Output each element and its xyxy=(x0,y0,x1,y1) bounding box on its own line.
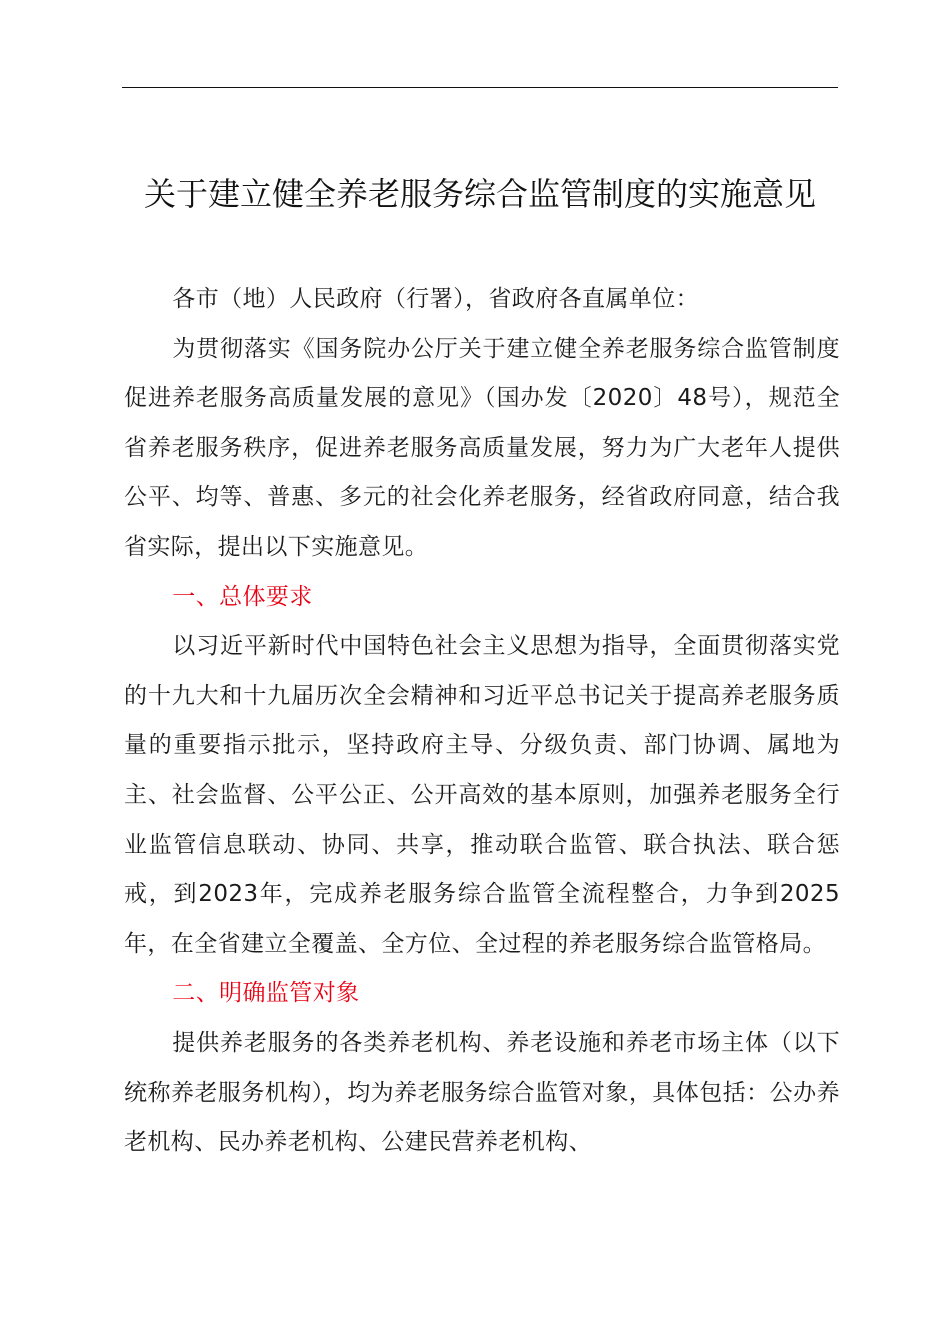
salutation: 各市（地）人民政府（行署），省政府各直属单位： xyxy=(172,286,699,312)
header-rule xyxy=(122,87,838,88)
intro-paragraph: 为贯彻落实《国务院办公厅关于建立健全养老服务综合监管制度促进养老服务高质量发展的意见》（国办发〔2020〕48号），规范全省养老服务秩序，促进养老服务高质量发展，努力为广大老年人提供公平、均等、普惠、多元的社会化养老服务，经省政府同意，结合我省实际，提出以下实施意见。 xyxy=(124,335,840,560)
document-body xyxy=(124,275,840,1168)
section-heading-1: 一、总体要求 xyxy=(172,583,313,610)
section-paragraph-1: 以习近平新时代中国特色社会主义思想为指导，全面贯彻落实党的十九大和十九届历次全会精神和习近平总书记关于提高养老服务质量的重要指示批示，坚持政府主导、分级负责、部门协调、属地为主、社会监督、公平公正、公开高效的基本原则，加强养老服务全行业监管信息联动、协同、共享，推动联合监管、联合执法、联合惩戒，到2023年，完成养老服务综合监管全流程整合，力争到2025年，在全省建立全覆盖、全方位、全过程的养老服务综合监管格局。 xyxy=(124,633,840,957)
document-title: 关于建立健全养老服务综合监管制度的实施意见 xyxy=(143,175,816,214)
section-heading-2: 二、明确监管对象 xyxy=(172,980,360,1007)
section-paragraph-2: 提供养老服务的各类养老机构、养老设施和养老市场主体（以下统称养老服务机构），均为养老服务综合监管对象，具体包括：公办养老机构、民办养老机构、公建民营养老机构、 xyxy=(124,1029,840,1156)
